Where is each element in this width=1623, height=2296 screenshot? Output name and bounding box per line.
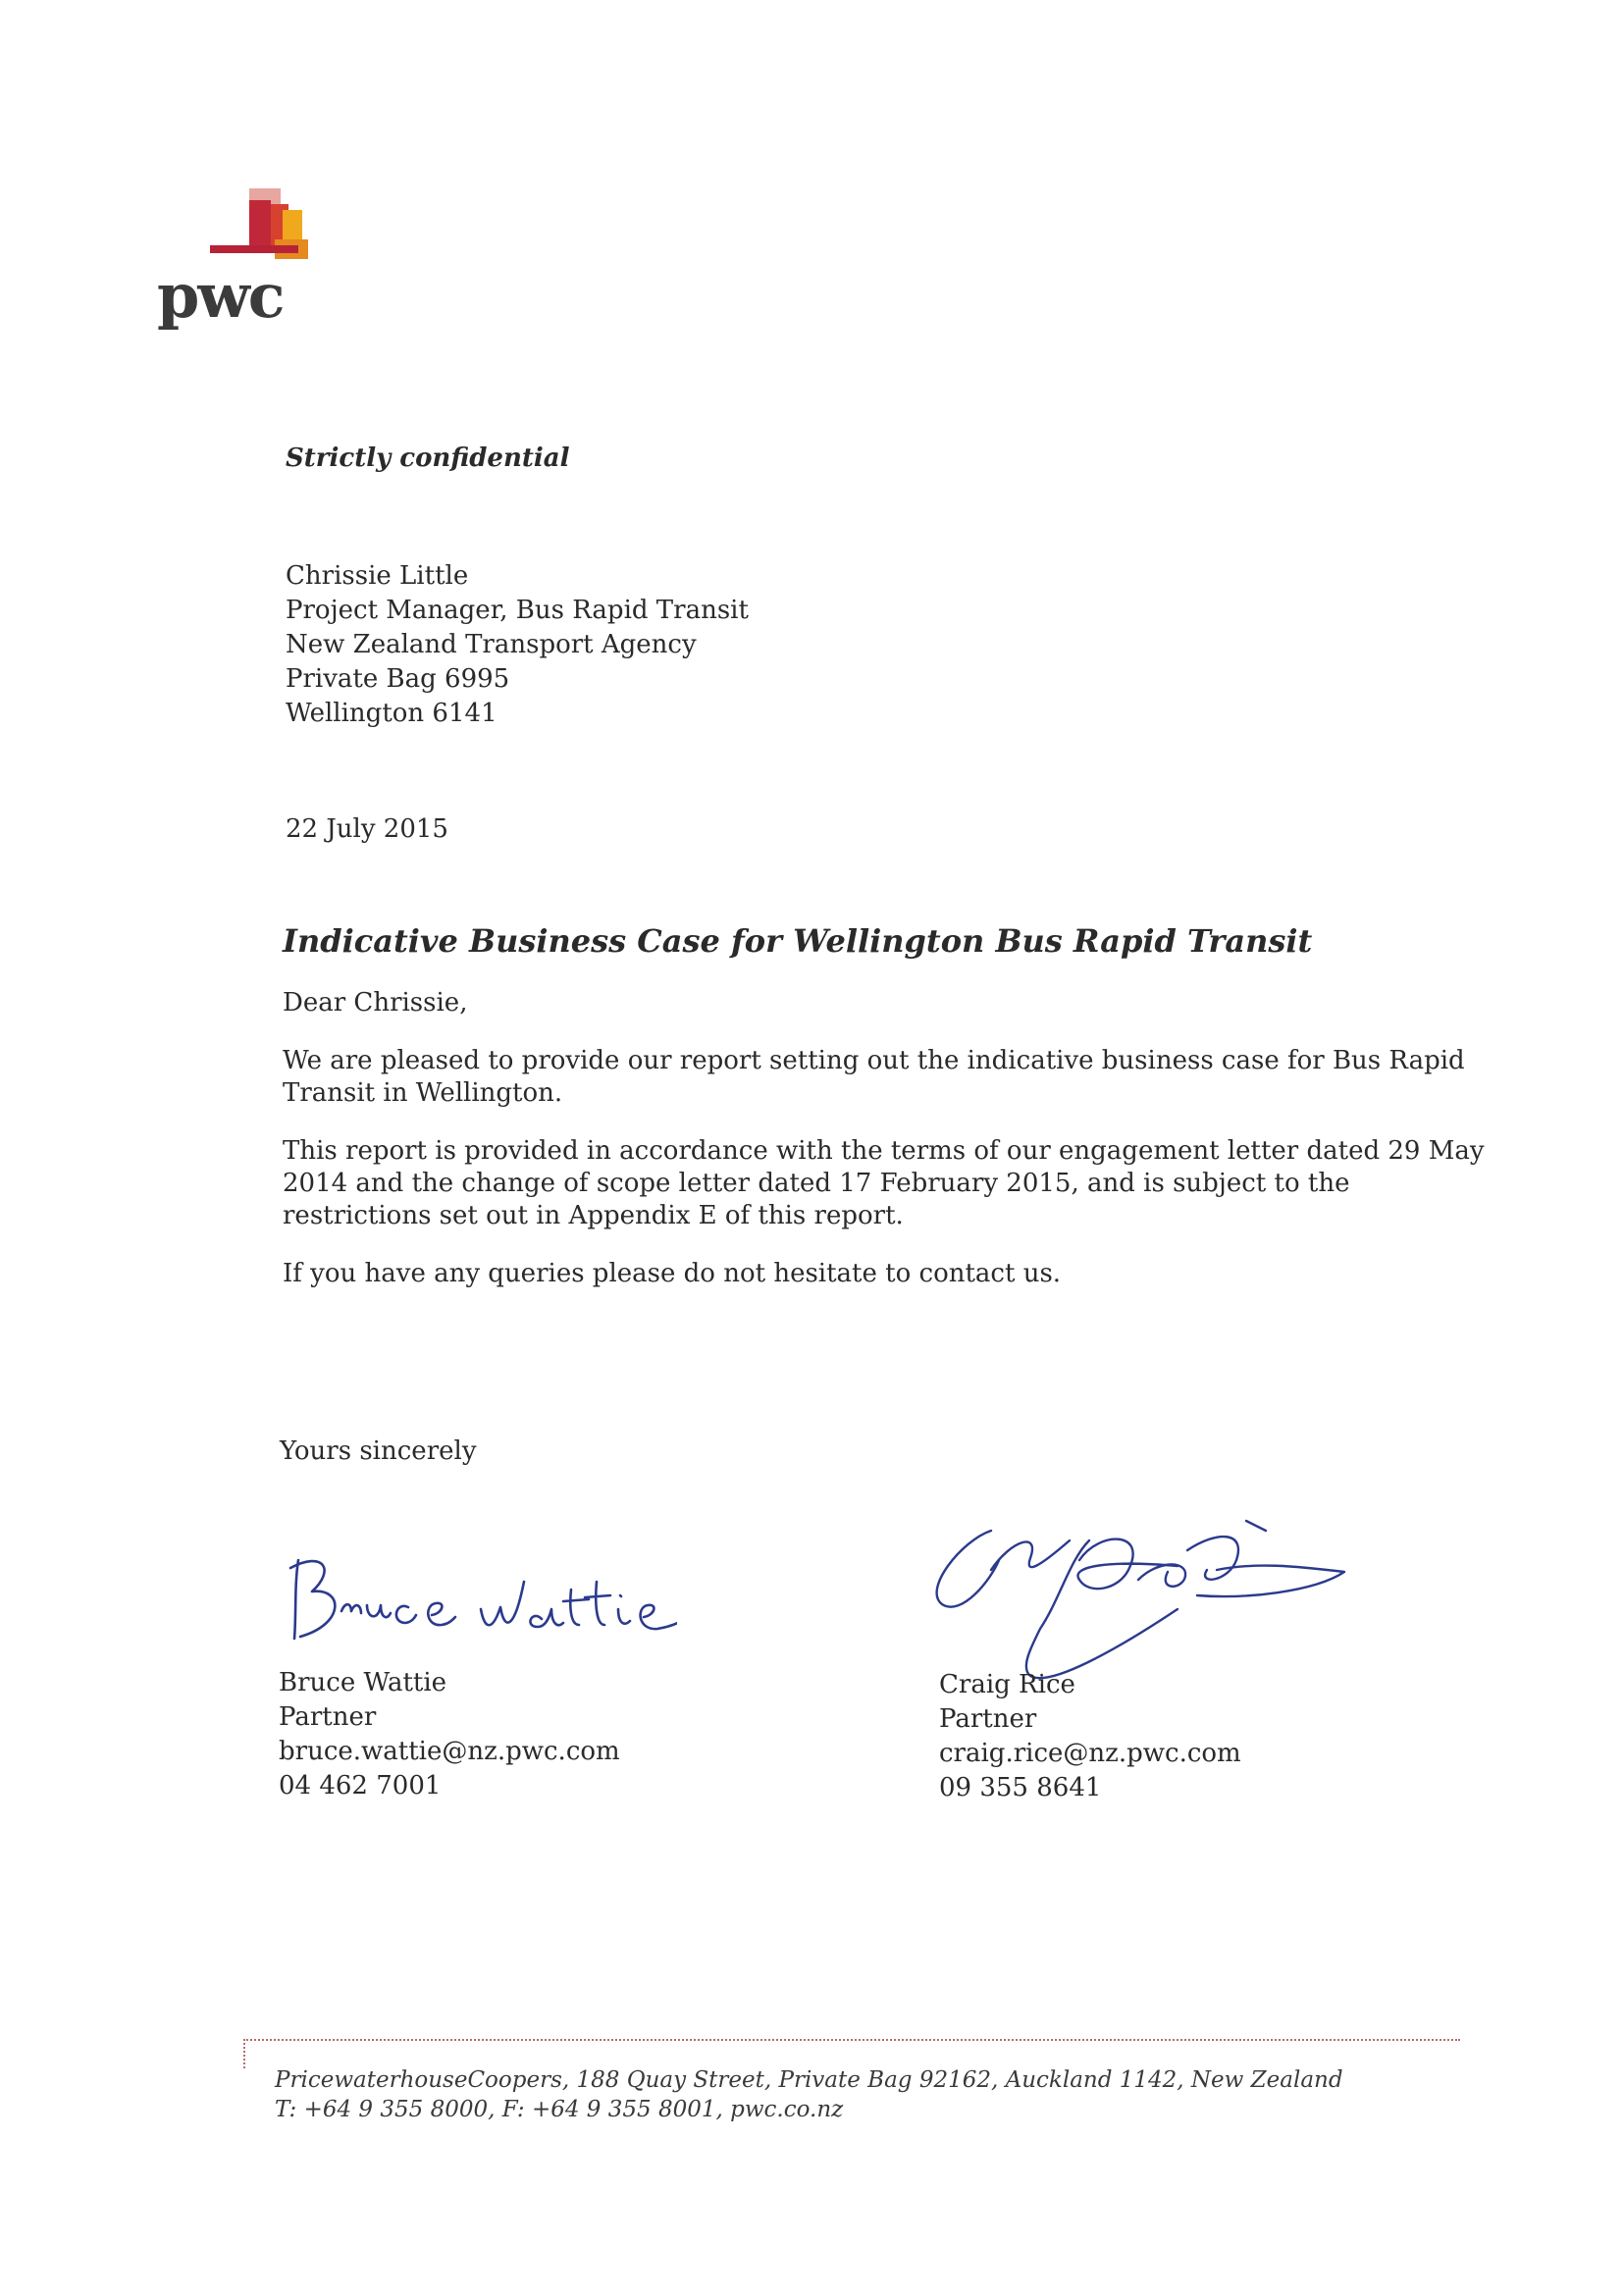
salutation: Dear Chrissie,	[283, 988, 468, 1018]
signatory-phone: 04 462 7001	[279, 1771, 442, 1800]
signatory-email[interactable]: craig.rice@nz.pwc.com	[939, 1739, 1241, 1768]
signatory-name: Craig Rice	[939, 1670, 1075, 1699]
logo-wordmark: pwc	[157, 260, 284, 332]
footer-divider-tick	[243, 2039, 245, 2068]
recipient-title: Project Manager, Bus Rapid Transit	[286, 596, 749, 625]
body-paragraph: If you have any queries please do not hesitate to contact us.	[283, 1259, 1062, 1288]
confidential-label: Strictly confidential	[286, 444, 570, 473]
recipient-postal: Private Bag 6995	[286, 664, 510, 694]
closing: Yours sincerely	[280, 1436, 477, 1466]
signatory-phone: 09 355 8641	[939, 1773, 1102, 1802]
pwc-logo	[157, 186, 373, 353]
recipient-city: Wellington 6141	[286, 699, 497, 728]
body-paragraph: This report is provided in accordance with the terms of our engagement letter dated 29 May 2014 and the change of scope letter dated 17 February 2015, and is subject to the restrictions set out in Appendix E of this report.	[283, 1136, 1485, 1230]
signatory-craig	[939, 1668, 1241, 1805]
signature-bruce-wattie	[285, 1540, 677, 1658]
signatory-title: Partner	[939, 1704, 1037, 1734]
letter-subject: Indicative Business Case for Wellington Bus Rapid Transit	[283, 922, 1313, 960]
footer-line-2: T: +64 9 355 8000, F: +64 9 355 8001, pwc.co.nz	[275, 2097, 844, 2122]
recipient-name: Chrissie Little	[286, 561, 469, 591]
recipient-address	[286, 559, 749, 731]
footer-address	[275, 2065, 1343, 2124]
body-paragraph: We are pleased to provide our report setting out the indicative business case for Bus Rapid Transit in Wellington.	[283, 1046, 1465, 1108]
footer-line-1: PricewaterhouseCoopers, 188 Quay Street, Private Bag 92162, Auckland 1142, New Zealand	[275, 2067, 1343, 2093]
pwc-logo-mark	[157, 186, 373, 265]
signatory-name: Bruce Wattie	[279, 1668, 447, 1697]
signatory-bruce	[279, 1666, 620, 1803]
signature-craig-rice	[922, 1501, 1354, 1688]
recipient-organisation: New Zealand Transport Agency	[286, 630, 697, 659]
letter-body	[283, 987, 1490, 1316]
letter-date: 22 July 2015	[286, 814, 448, 844]
signatory-email[interactable]: bruce.wattie@nz.pwc.com	[279, 1737, 620, 1766]
footer-divider	[243, 2039, 1460, 2041]
signatory-title: Partner	[279, 1702, 377, 1732]
